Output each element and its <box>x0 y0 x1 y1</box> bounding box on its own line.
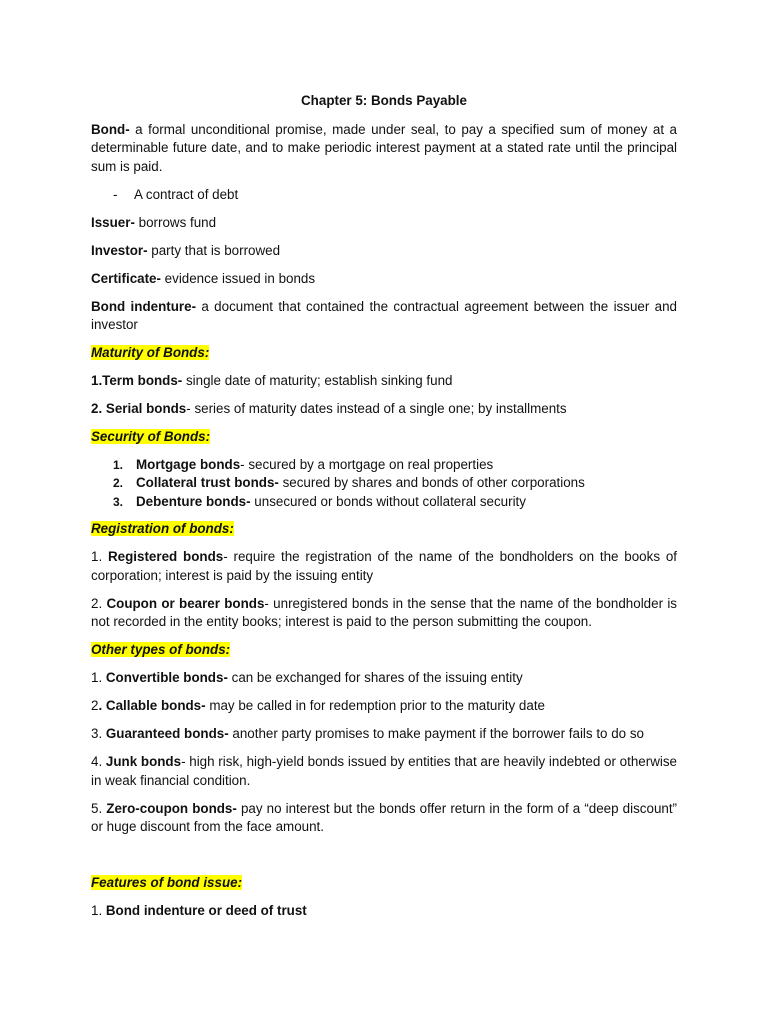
term-definition: - series of maturity dates instead of a single one; by installments <box>186 401 567 416</box>
sub-point-text: A contract of debt <box>134 186 239 202</box>
term-label: 2. Serial bonds <box>91 401 187 416</box>
list-number: 2 <box>91 698 99 714</box>
term-label: Registered bonds <box>108 549 224 565</box>
maturity-item <box>91 400 677 419</box>
term-definition: may be called in for redemption prior to the maturity date <box>205 698 545 714</box>
list-item <box>91 474 677 492</box>
term-definition: can be exchanged for shares of the issuing entity <box>227 670 523 686</box>
term-definition: single date of maturity; establish sinking fund <box>182 373 453 388</box>
page-title: Chapter 5: Bonds Payable <box>301 93 467 108</box>
list-number: 1. <box>91 903 106 919</box>
term-label: Investor- <box>91 242 148 258</box>
list-number: 1. <box>91 549 108 565</box>
section-heading: Security of Bonds: <box>91 429 211 444</box>
term-label: 1.Term bonds- <box>91 373 183 388</box>
term-label: Certificate- <box>91 270 161 286</box>
registration-item <box>91 548 677 585</box>
term-label: Convertible bonds- <box>105 670 228 686</box>
issuer-definition <box>91 214 677 233</box>
bond-sub-point <box>91 186 677 205</box>
registration-item <box>91 595 677 632</box>
term-label: Bond indenture- <box>91 298 197 314</box>
section-heading: Maturity of Bonds: <box>91 345 210 360</box>
term-label: Guaranteed bonds- <box>105 726 229 742</box>
term-definition: - secured by a mortgage on real properties <box>240 457 494 472</box>
investor-definition <box>91 242 677 261</box>
bond-definition <box>91 121 677 177</box>
blank-line <box>91 846 677 874</box>
section-heading: Features of bond issue: <box>91 875 243 891</box>
term-definition: evidence issued in bonds <box>160 270 316 286</box>
document-body <box>91 92 677 930</box>
features-heading <box>91 874 677 893</box>
term-definition: party that is borrowed <box>147 242 281 258</box>
term-label: Coupon or bearer bonds <box>106 595 265 611</box>
term-definition: secured by shares and bonds of other corporations <box>278 475 585 491</box>
term-definition: another party promises to make payment if the borrower fails to do so <box>228 726 644 742</box>
term-label: Zero-coupon bonds- <box>106 800 237 816</box>
list-number: 1. <box>91 670 106 686</box>
term-label: Mortgage bonds <box>136 457 241 472</box>
term-label: Bond- <box>91 121 130 137</box>
term-label: Junk bonds <box>105 754 182 770</box>
features-item <box>91 902 677 921</box>
term-definition: - require the registration of the name of the bondholders on the books of corporation; interest is paid by the issuing entity <box>91 549 678 583</box>
list-number: 3. <box>113 494 124 509</box>
term-label: Collateral trust bonds- <box>136 475 279 491</box>
section-heading: Registration of bonds: <box>91 521 234 537</box>
term-label: Issuer- <box>91 214 135 230</box>
term-label: Bond indenture or deed of trust <box>105 903 307 919</box>
term-definition: - unregistered bonds in the sense that the name of the bondholder is not recorded in the entity books; interest is paid to the person submitting the coupon. <box>91 595 677 630</box>
section-heading: Other types of bonds: <box>91 642 231 658</box>
registration-heading <box>91 520 677 539</box>
list-number: 2. <box>113 476 124 491</box>
indenture-definition <box>91 298 677 335</box>
list-item <box>91 456 677 474</box>
maturity-item <box>91 372 677 391</box>
term-definition: unsecured or bonds without collateral security <box>250 493 526 509</box>
other-types-item <box>91 725 677 744</box>
security-heading <box>91 428 677 447</box>
term-definition: borrows fund <box>134 214 217 230</box>
certificate-definition <box>91 270 677 289</box>
list-number: 2. <box>91 595 107 611</box>
list-number: 3. <box>91 726 106 742</box>
term-label: Debenture bonds- <box>136 493 251 509</box>
other-types-item <box>91 753 677 790</box>
term-definition: - high risk, high-yield bonds issued by entities that are heavily indebted or otherwise in weak financial condition. <box>91 754 677 788</box>
other-types-item <box>91 697 677 716</box>
dash-marker: - <box>113 186 118 202</box>
other-types-item <box>91 669 677 688</box>
other-types-item <box>91 800 677 837</box>
list-item <box>91 493 677 511</box>
security-list <box>91 456 677 511</box>
list-number: 4. <box>91 754 106 770</box>
list-number: 5. <box>91 800 107 816</box>
term-definition: a document that contained the contractual agreement between the issuer and investor <box>91 298 677 332</box>
term-label: . Callable bonds- <box>98 698 206 714</box>
list-number: 1. <box>113 458 124 472</box>
maturity-heading <box>91 344 677 363</box>
term-definition: a formal unconditional promise, made under seal, to pay a specified sum of money at a determinable future date, and to make periodic interest payment at a stated rate until the principal sum is paid. <box>91 121 677 174</box>
term-definition: pay no interest but the bonds offer return in the form of a “deep discount” or huge discount from the face amount. <box>91 800 678 835</box>
other-types-heading <box>91 641 677 660</box>
